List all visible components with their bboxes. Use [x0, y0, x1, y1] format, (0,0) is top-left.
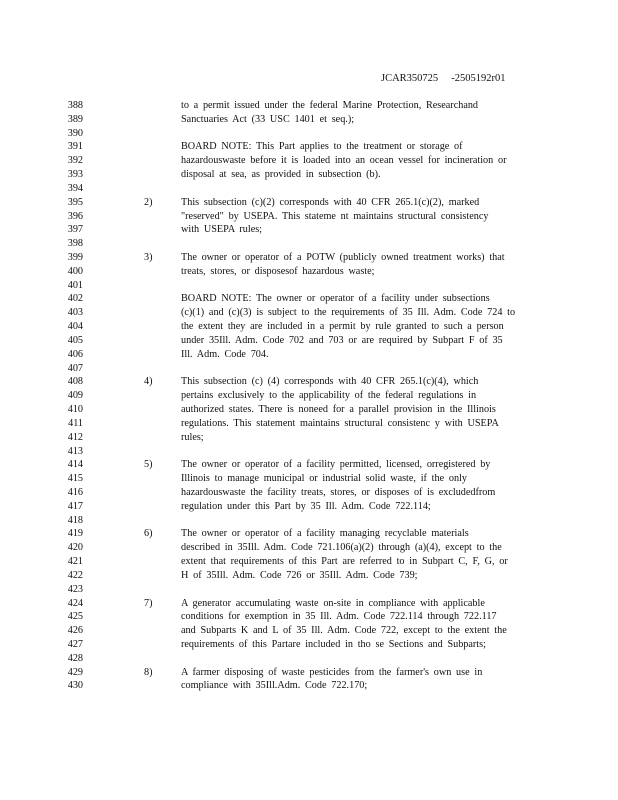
subsection-marker: 7) [144, 597, 153, 609]
line-number: 420 [67, 542, 83, 554]
document-line [0, 583, 618, 597]
line-text: regulation under this Part by 35 Ill. Adm. Code 722.114; [181, 500, 431, 512]
document-line [0, 237, 618, 251]
document-line [0, 168, 618, 182]
line-number: 417 [67, 500, 83, 512]
line-text: BOARD NOTE: The owner or operator of a facility under subsections [181, 293, 490, 305]
document-line [0, 389, 618, 403]
subsection-marker: 4) [144, 376, 153, 388]
document-line [0, 196, 618, 210]
line-number: 422 [67, 569, 83, 581]
document-line [0, 348, 618, 362]
document-line [0, 624, 618, 638]
document-line [0, 486, 618, 500]
document-line [0, 140, 618, 154]
document-line [0, 403, 618, 417]
line-number: 388 [67, 100, 83, 111]
document-line [0, 569, 618, 583]
line-number: 425 [67, 611, 83, 623]
line-number: 406 [67, 348, 83, 360]
line-text: under 35Ill. Adm. Code 702 and 703 or are required by Subpart F of 35 [181, 334, 503, 346]
document-line [0, 431, 618, 445]
document-line [0, 527, 618, 541]
line-text: authorized states. There is noneed for a parallel provision in the Illinois [181, 404, 496, 416]
line-number: 393 [67, 169, 83, 181]
line-number: 412 [67, 431, 83, 443]
line-number: 408 [67, 376, 83, 388]
line-number: 409 [67, 390, 83, 402]
line-text: extent that requirements of this Part are referred to in Subpart C, F, G, or [181, 556, 508, 568]
line-number: 398 [67, 238, 83, 250]
line-number: 404 [67, 321, 83, 333]
document-line [0, 638, 618, 652]
document-line [0, 113, 618, 127]
document-line [0, 666, 618, 680]
line-text: regulations. This statement maintains structural consistenc y with USEPA [181, 417, 499, 429]
line-text: rules; [181, 431, 204, 443]
document-line [0, 375, 618, 389]
line-number: 421 [67, 556, 83, 568]
line-number: 401 [67, 279, 83, 291]
line-text: "reserved" by USEPA. This stateme nt maintains structural consistency [181, 210, 489, 222]
line-text: Ill. Adm. Code 704. [181, 348, 269, 360]
line-number: 390 [67, 127, 83, 139]
line-number: 399 [67, 252, 83, 264]
line-number: 407 [67, 362, 83, 374]
line-text: described in 35Ill. Adm. Code 721.106(a)(2) through (a)(4), except to the [181, 542, 502, 554]
document-line [0, 279, 618, 293]
line-text: hazardouswaste the facility treats, stores, or disposes of is excludedfrom [181, 486, 496, 498]
line-number: 418 [67, 514, 83, 526]
line-number: 397 [67, 224, 83, 236]
document-line [0, 541, 618, 555]
line-number: 428 [67, 652, 83, 664]
line-text: Illinois to manage municipal or industrial solid waste, if the only [181, 473, 467, 485]
line-number: 416 [67, 486, 83, 498]
document-line [0, 500, 618, 514]
line-number: 429 [67, 666, 83, 678]
document-line [0, 306, 618, 320]
document-line [0, 265, 618, 279]
document-line [0, 445, 618, 459]
line-text: disposal at sea, as provided in subsection (b). [181, 169, 381, 181]
document-line [0, 127, 618, 141]
line-number: 414 [67, 459, 83, 471]
line-text: The owner or operator of a POTW (publicly owned treatment works) that [181, 252, 505, 264]
line-number: 392 [67, 155, 83, 167]
line-text: The owner or operator of a facility managing recyclable materials [181, 528, 469, 540]
line-number: 415 [67, 473, 83, 485]
document-line [0, 652, 618, 666]
document-header-id: JCAR350725 -2505192r01 [381, 73, 506, 84]
line-text: to a permit issued under the federal Marine Protection, Researchand [181, 100, 479, 111]
line-number: 411 [68, 417, 83, 429]
line-text: H of 35Ill. Adm. Code 726 or 35Ill. Adm. Code 739; [181, 569, 418, 581]
line-number: 410 [67, 404, 83, 416]
document-line [0, 610, 618, 624]
line-text: A farmer disposing of waste pesticides from the farmer's own use in [181, 666, 483, 678]
line-text: (c)(1) and (c)(3) is subject to the requirements of 35 Ill. Adm. Code 724 to [181, 307, 516, 319]
line-text: conditions for exemption in 35 Ill. Adm. Code 722.114 through 722.117 [181, 611, 497, 623]
line-text: hazardouswaste before it is loaded into an ocean vessel for incineration or [181, 155, 507, 167]
document-line [0, 555, 618, 569]
line-number: 419 [67, 528, 83, 540]
line-text: This subsection (c)(2) corresponds with 40 CFR 265.1(c)(2), marked [181, 196, 480, 208]
line-number: 413 [67, 445, 83, 457]
document-line [0, 514, 618, 528]
document-line [0, 679, 618, 693]
document-line [0, 182, 618, 196]
document-line [0, 334, 618, 348]
line-number: 430 [67, 680, 83, 692]
document-line [0, 210, 618, 224]
line-text: Sanctuaries Act (33 USC 1401 et seq.); [181, 113, 355, 125]
line-text: treats, stores, or disposesof hazardous waste; [181, 265, 375, 277]
line-text: pertains exclusively to the applicability of the federal regulations in [181, 390, 477, 402]
document-line [0, 320, 618, 334]
line-number: 400 [67, 265, 83, 277]
line-number: 395 [67, 196, 83, 208]
line-text: This subsection (c) (4) corresponds with 40 CFR 265.1(c)(4), which [181, 376, 479, 388]
line-text: the extent they are included in a permit by rule granted to such a person [181, 321, 504, 333]
subsection-marker: 3) [144, 252, 153, 264]
subsection-marker: 8) [144, 666, 153, 678]
line-text: requirements of this Partare included in tho se Sections and Subparts; [181, 638, 486, 650]
subsection-marker: 6) [144, 528, 153, 540]
document-line [0, 251, 618, 265]
line-number: 405 [67, 334, 83, 346]
line-number: 391 [67, 141, 83, 153]
document-line [0, 472, 618, 486]
line-text: BOARD NOTE: This Part applies to the treatment or storage of [181, 141, 463, 153]
line-number: 402 [67, 293, 83, 305]
document-line [0, 292, 618, 306]
line-number: 389 [67, 113, 83, 125]
document-line [0, 458, 618, 472]
line-number: 427 [67, 638, 83, 650]
document-line [0, 99, 618, 113]
line-text: with USEPA rules; [181, 224, 263, 236]
document-line [0, 154, 618, 168]
document-line [0, 417, 618, 431]
document-line [0, 362, 618, 376]
document-line [0, 597, 618, 611]
line-number: 396 [67, 210, 83, 222]
document-line [0, 223, 618, 237]
line-text: The owner or operator of a facility permitted, licensed, orregistered by [181, 459, 491, 471]
line-number: 424 [67, 597, 83, 609]
subsection-marker: 2) [144, 196, 153, 208]
subsection-marker: 5) [144, 459, 153, 471]
line-number: 403 [67, 307, 83, 319]
line-text: and Subparts K and L of 35 Ill. Adm. Code 722, except to the extent the [181, 625, 507, 637]
line-text: A generator accumulating waste on-site in compliance with applicable [181, 597, 485, 609]
line-number: 394 [67, 182, 83, 194]
line-text: compliance with 35Ill.Adm. Code 722.170; [181, 680, 368, 692]
line-number: 426 [67, 625, 83, 637]
line-number: 423 [67, 583, 83, 595]
